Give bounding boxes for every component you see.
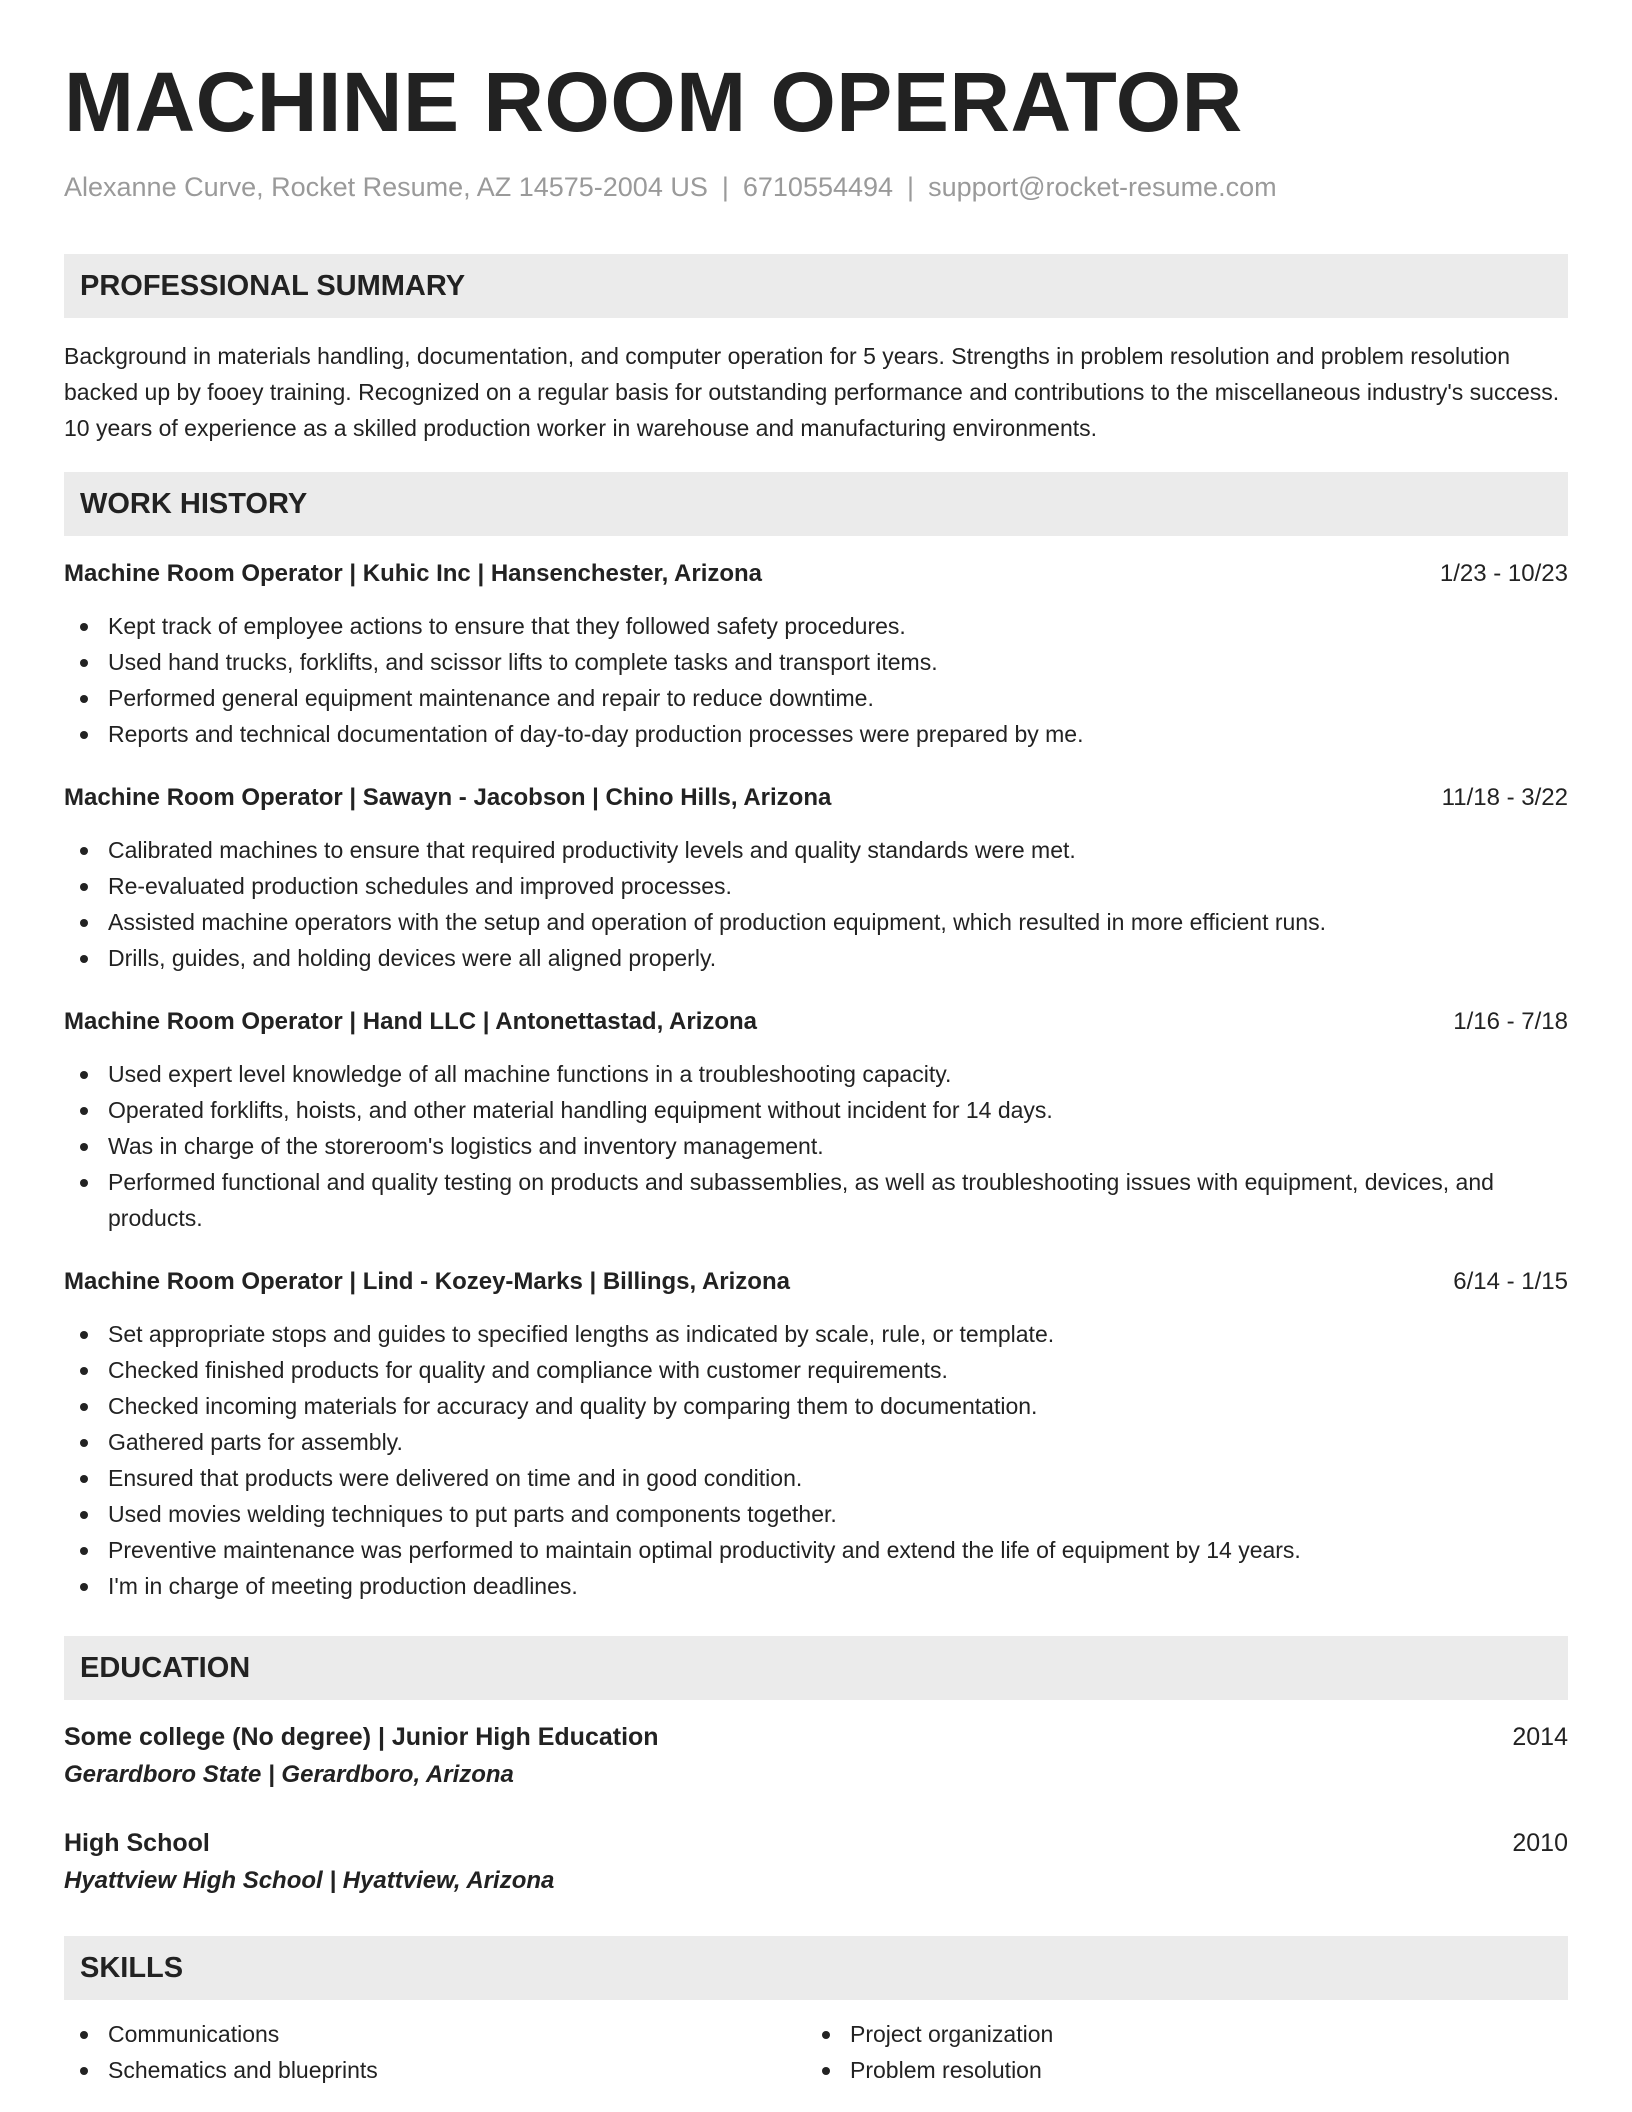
skills-column-right [806,2016,1548,2088]
skills-list [64,2016,1568,2088]
job-header [64,780,1568,816]
contact-separator: | [721,172,729,202]
section-header-summary: PROFESSIONAL SUMMARY [64,254,1568,318]
job-bullets [64,1316,1568,1604]
contact-email: support@rocket-resume.com [928,172,1277,202]
list-item: Used hand trucks, forklifts, and scissor lifts to complete tasks and transport items. [64,644,1568,680]
list-item: Reports and technical documentation of day-to-day production processes were prepared by me. [64,716,1568,752]
education-school: Hyattview High School | Hyattview, Arizona [64,1867,555,1894]
job-header [64,1004,1568,1040]
job-bullets [64,608,1568,752]
education-entry [64,1718,1568,1794]
job-title: Machine Room Operator | Sawayn - Jacobson | Chino Hills, Arizona [64,784,832,811]
list-item: Used expert level knowledge of all machine functions in a troubleshooting capacity. [64,1056,1568,1092]
list-item: Communications [64,2016,806,2052]
job-header [64,1264,1568,1300]
contact-line [64,170,1568,204]
job-dates: 6/14 - 1/15 [1453,1268,1568,1295]
list-item: Re-evaluated production schedules and improved processes. [64,868,1568,904]
education-header [64,1824,1568,1862]
contact-address: Alexanne Curve, Rocket Resume, AZ 14575-2004 US [64,172,708,202]
list-item: Calibrated machines to ensure that required productivity levels and quality standards were met. [64,832,1568,868]
education-year: 2010 [1512,1829,1568,1857]
job-header [64,556,1568,592]
section-header-skills: SKILLS [64,1936,1568,2000]
list-item: Project organization [806,2016,1548,2052]
job-entry [64,1264,1568,1604]
education-header [64,1718,1568,1756]
list-item: Drills, guides, and holding devices were all aligned properly. [64,940,1568,976]
job-bullets [64,832,1568,976]
list-item: Kept track of employee actions to ensure that they followed safety procedures. [64,608,1568,644]
list-item: I'm in charge of meeting production deadlines. [64,1568,1568,1604]
section-header-work-history: WORK HISTORY [64,472,1568,536]
job-title: Machine Room Operator | Lind - Kozey-Marks | Billings, Arizona [64,1268,790,1295]
list-item: Assisted machine operators with the setup and operation of production equipment, which resulted in more efficient runs. [64,904,1568,940]
list-item: Preventive maintenance was performed to maintain optimal productivity and extend the life of equipment by 14 years. [64,1532,1568,1568]
education-school: Gerardboro State | Gerardboro, Arizona [64,1761,514,1788]
list-item: Problem resolution [806,2052,1548,2088]
list-item: Performed functional and quality testing on products and subassemblies, as well as troubleshooting issues with equipment, devices, and products. [64,1164,1568,1236]
education-entry [64,1824,1568,1900]
list-item: Set appropriate stops and guides to specified lengths as indicated by scale, rule, or template. [64,1316,1568,1352]
list-item: Gathered parts for assembly. [64,1424,1568,1460]
job-bullets [64,1056,1568,1236]
list-item: Was in charge of the storeroom's logistics and inventory management. [64,1128,1568,1164]
education-degree: Some college (No degree) | Junior High Education [64,1723,659,1751]
list-item: Schematics and blueprints [64,2052,806,2088]
list-item: Checked finished products for quality and compliance with customer requirements. [64,1352,1568,1388]
job-dates: 1/23 - 10/23 [1439,560,1568,587]
education-year: 2014 [1512,1723,1568,1751]
job-title: Machine Room Operator | Kuhic Inc | Hansenchester, Arizona [64,560,763,587]
list-item: Performed general equipment maintenance and repair to reduce downtime. [64,680,1568,716]
job-dates: 1/16 - 7/18 [1453,1008,1568,1035]
list-item: Ensured that products were delivered on time and in good condition. [64,1460,1568,1496]
summary-text: Background in materials handling, documentation, and computer operation for 5 years. Strengths in problem resolution and problem resolution backed up by fooey training. Recognized on a regular basis for outstanding performance and contributions to the miscellaneous industry's success. 10 years of experience as a skilled production worker in warehouse and manufacturing environments. [64,343,1560,441]
page-title: MACHINE ROOM OPERATOR [64,55,1243,149]
education-degree: High School [64,1829,210,1857]
job-entry [64,556,1568,752]
contact-phone: 6710554494 [742,172,894,202]
job-entry [64,1004,1568,1236]
list-item: Used movies welding techniques to put parts and components together. [64,1496,1568,1532]
section-header-education: EDUCATION [64,1636,1568,1700]
contact-separator: | [907,172,915,202]
job-dates: 11/18 - 3/22 [1441,784,1568,811]
resume-page [64,52,1568,2088]
list-item: Operated forklifts, hoists, and other material handling equipment without incident for 14 days. [64,1092,1568,1128]
job-entry [64,780,1568,976]
job-title: Machine Room Operator | Hand LLC | Antonettastad, Arizona [64,1008,758,1035]
skills-column-left [64,2016,806,2088]
list-item: Checked incoming materials for accuracy and quality by comparing them to documentation. [64,1388,1568,1424]
